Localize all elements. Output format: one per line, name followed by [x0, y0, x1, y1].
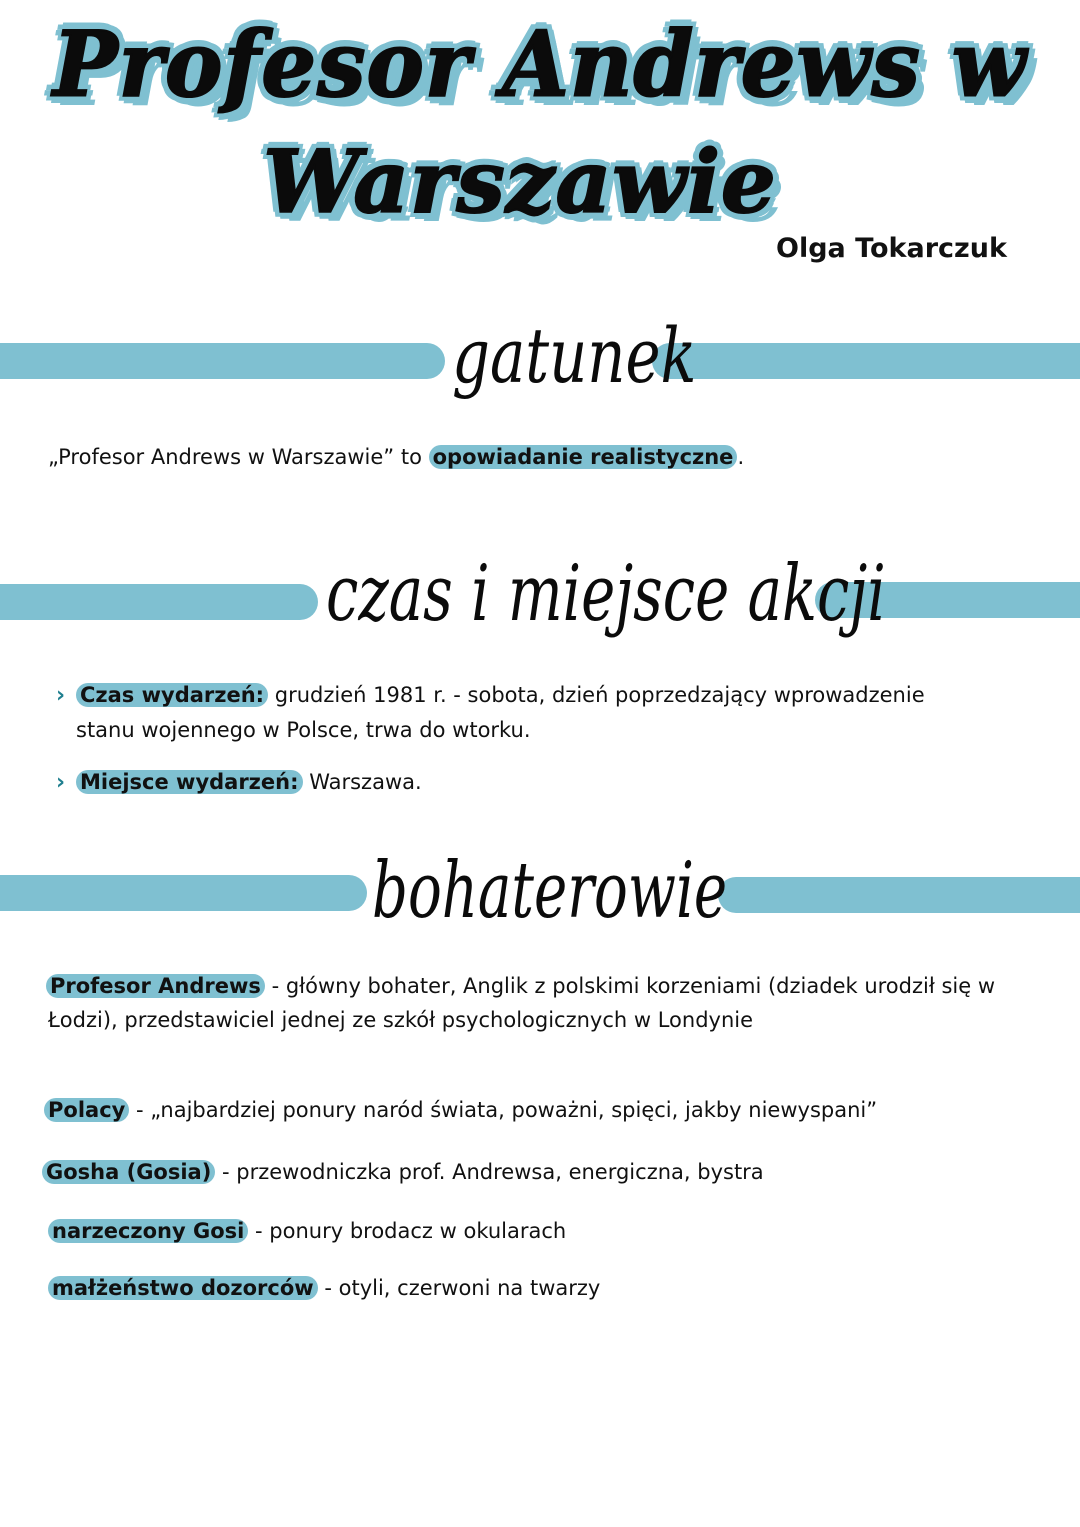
item-text-continued: stanu wojennego w Polsce, trwa do wtorku.: [76, 718, 531, 742]
item-label: Czas wydarzeń:: [76, 683, 268, 707]
item-text: grudzień 1981 r. - sobota, dzień poprzedzający wprowadzenie: [268, 683, 925, 707]
character-desc: - przewodniczka prof. Andrewsa, energiczna, bystra: [215, 1160, 764, 1184]
heading-bar-left: [0, 875, 367, 911]
character-item: [44, 1093, 877, 1127]
list-item-czas: [56, 678, 925, 747]
character-desc-continued: Łodzi), przedstawiciel jednej ze szkół psychologicznych w Londynie: [48, 1008, 754, 1032]
section-heading-bohaterowie: bohaterowie: [372, 846, 728, 936]
chevron-right-icon: ›: [56, 770, 66, 795]
character-item: [48, 1271, 600, 1305]
character-desc: - „najbardziej ponury naród świata, poważni, spięci, jakby niewyspani”: [129, 1098, 878, 1122]
character-name: narzeczony Gosi: [48, 1219, 248, 1243]
section-heading-gatunek: gatunek: [452, 311, 697, 400]
character-name: Profesor Andrews: [46, 974, 265, 998]
character-desc: - ponury brodacz w okularach: [248, 1219, 567, 1243]
item-label: Miejsce wydarzeń:: [76, 770, 303, 794]
character-item: [48, 1214, 566, 1248]
item-text: Warszawa.: [302, 770, 422, 794]
genre-text-prefix: „Profesor Andrews w Warszawie” to: [48, 445, 429, 469]
heading-bar-right: [652, 343, 1080, 379]
section-heading-czas-i-miejsce: czas i miejsce akcji: [326, 549, 886, 639]
genre-highlight: opowiadanie realistyczne: [429, 445, 738, 469]
author-name: Olga Tokarczuk: [776, 233, 1007, 264]
page-title-line-1: Profesor Andrews w: [53, 11, 1027, 118]
character-item: [46, 969, 995, 1037]
genre-statement: [48, 440, 744, 474]
character-desc: - główny bohater, Anglik z polskimi korzeniami (dziadek urodził się w: [264, 974, 996, 998]
page-title-line-2: Warszawie: [263, 132, 777, 233]
character-name: małżeństwo dozorców: [48, 1276, 318, 1300]
heading-bar-left: [0, 343, 445, 379]
character-desc: - otyli, czerwoni na twarzy: [317, 1276, 601, 1300]
character-name: Gosha (Gosia): [42, 1160, 215, 1184]
heading-bar-left: [0, 584, 318, 620]
list-item-miejsce: [56, 765, 422, 800]
chevron-right-icon: ›: [56, 683, 66, 708]
heading-bar-right: [718, 877, 1080, 913]
character-name: Polacy: [44, 1098, 129, 1122]
genre-text-suffix: .: [737, 445, 745, 469]
character-item: [42, 1155, 764, 1189]
